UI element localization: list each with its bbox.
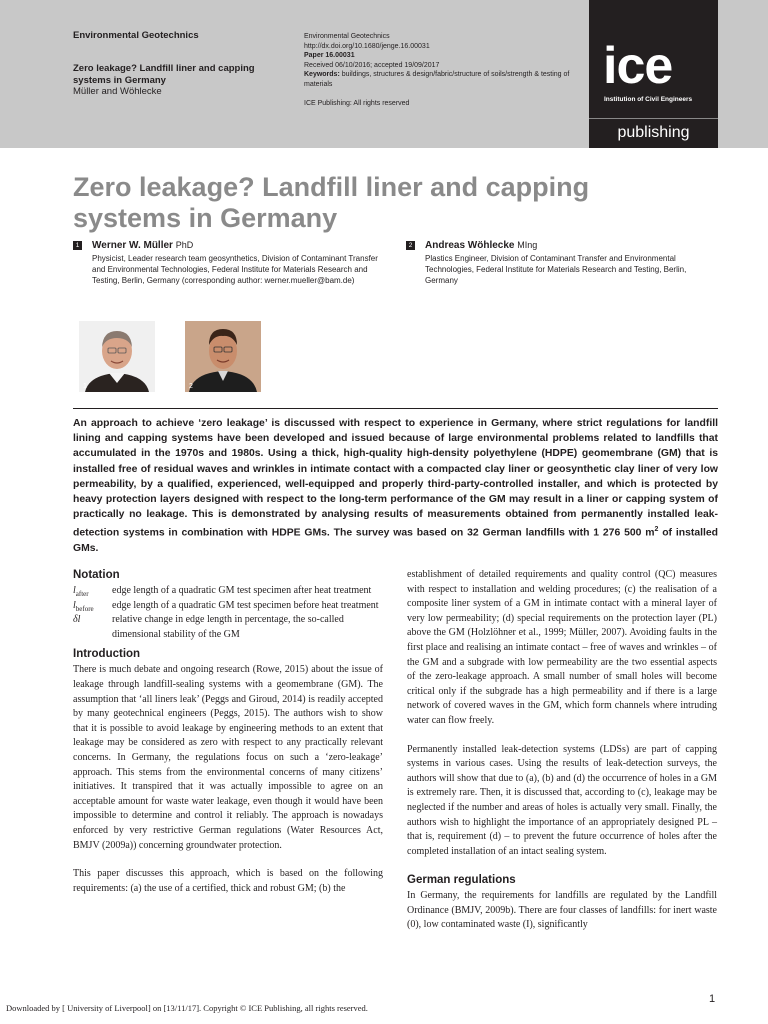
author-affiliation: Plastics Engineer, Division of Contaminant Transfer and Environmental Technologies, Federal Institute for Materials Research and Testing, Berlin, Germany — [425, 254, 687, 285]
running-authors: Müller and Wöhlecke — [73, 86, 162, 97]
article-title-line-2: systems in Germany — [73, 203, 338, 233]
keywords-label: Keywords: — [304, 71, 340, 79]
notation-row — [73, 613, 383, 642]
left-column — [73, 568, 383, 896]
notation-definition: edge length of a quadratic GM test specimen before heat treatment — [112, 599, 379, 611]
logo-institution-text: Institution of Civil Engineers — [604, 96, 693, 103]
notation-definition: relative change in edge length in percentage, the so-called dimensional stability of the GM — [112, 614, 344, 640]
notation-row — [73, 599, 383, 614]
abstract-superscript: 2 — [654, 526, 659, 534]
ice-publishing-logo — [589, 0, 718, 148]
author-name-text: Werner W. Müller — [92, 240, 173, 251]
journal-header-band — [0, 0, 768, 148]
journal-name: Environmental Geotechnics — [73, 30, 199, 41]
symbol-base: l — [73, 585, 76, 596]
meta-doi-link[interactable]: http://dx.doi.org/10.1680/jenge.16.00031 — [304, 42, 430, 50]
author-degree: PhD — [175, 240, 194, 250]
article-metadata — [304, 32, 574, 108]
right-column — [407, 568, 717, 933]
download-footer: Downloaded by [ University of Liverpool] on [13/11/17]. Copyright © ICE Publishing, all rights reserved. — [6, 1003, 368, 1013]
author-name — [92, 240, 193, 251]
meta-dates: Received 06/10/2016; accepted 19/09/2017 — [304, 61, 440, 69]
section-divider — [73, 408, 718, 409]
right-paragraph-3: In Germany, the requirements for landfills are regulated by the Landfill Ordinance (BMJV, 2009b). There are four classes of landfills: for inert waste (0), low contaminated waste (I), significantly — [407, 890, 717, 931]
header-left-block — [73, 30, 283, 98]
photo-number: 1 — [83, 383, 87, 390]
abstract-text: An approach to achieve ‘zero leakage’ is discussed with respect to experience in Germany, where strict regulations for landfill lining and capping systems have been developed and issued because of large environmental problems related to landfills that accumulated in the 1970s and 1980s. Using a thick, high-quality high-density polyethylene (HDPE) geomembrane (GM) that is installed free of residual waves and wrinkles in intimate contact with a compacted clay liner or geosynthetic clay liner of very low permeability, by a qualified, experienced, well-equipped and properly third-party-controlled installer, and which is protected by heavy protection layers designed with respect to the long-term performance of the GM may result in a liner or capping system of practically no leakage. This is demonstrated by analysing results of measurements obtained from permanently installed leak-detection systems in combination with HDPE GMs. The survey was based on 32 German landfills with 1 276 500 m — [73, 418, 718, 539]
abstract-end: of installed GMs. — [73, 527, 718, 555]
introduction-paragraph-1: There is much debate and ongoing research (Rowe, 2015) about the issue of leakage through landfill-sealing systems with a geomembrane (GM). The assumption that ‘all liners leak’ (Peggs and Giroud, 2014) is readily accepted by many geotechnical engineers (Peggs, 2015). The authors wish to show that it is possible to avoid leakage by engineering methods to an extent that leakage may be considered as zero with respect to any practically relevant concerns. In Germany, the regulations focus on such a ‘zero-leakage’ approach. This stems from the environmental concerns of many citizens’ initiatives. It transpired that it was actually impossible to agree on an acceptable amount for waste water leakage, even though it would have been impossible to determine and control it reliably. The approach is nowadays enforced by very restrictive German regulations (Water Resources Act, BMJV (2009a)) concerning groundwater protection. — [73, 664, 383, 851]
meta-paper-number: Paper 16.00031 — [304, 52, 355, 60]
portrait-illustration — [79, 321, 155, 392]
author-photo-2 — [185, 321, 261, 392]
symbol-base: l — [73, 599, 76, 611]
notation-definition: edge length of a quadratic GM test specimen after heat treatment — [112, 585, 372, 596]
author-number-badge: 1 — [73, 241, 82, 250]
author-photo-1 — [79, 321, 155, 392]
author-name — [425, 240, 537, 251]
introduction-paragraph-2: This paper discusses this approach, which is based on the following requirements: (a) the use of a certified, thick and robust GM; (b) the — [73, 868, 383, 894]
photo-number: 2 — [189, 383, 193, 390]
notation-heading: Notation — [73, 569, 120, 581]
author-number-badge: 2 — [406, 241, 415, 250]
symbol-subscript: after — [75, 590, 89, 598]
german-regulations-heading: German regulations — [407, 874, 516, 887]
right-paragraph-2: Permanently installed leak-detection systems (LDSs) are part of capping systems in various cases. Using the results of leak-detection surveys, the authors will show that due to (a), (b) and (d) the occurrence of holes in a GM is extremely rare. Then, it is discussed that, according to (c), leakage may be neglected if the number and areas of holes is actually very small. Finally, the authors wish to highlight the importance of an appropriately designed PL – that is, requirement (d) – to prevent the future occurrence of holes after the completed installation of an intact sealing system. — [407, 743, 717, 857]
logo-publishing-text: publishing — [617, 124, 690, 141]
author-name-text: Andreas Wöhlecke — [425, 240, 515, 251]
ice-logo-mark: ice — [603, 37, 673, 95]
author-affiliation: Physicist, Leader research team geosynthetics, Division of Contaminant Transfer and Environmental Technologies, Federal Institute for Materials Research and Testing, Berlin, Germany (corresponding author: werner.mueller@bam.de) — [92, 254, 378, 285]
article-title — [73, 172, 693, 234]
running-title: Zero leakage? Landfill liner and capping systems in Germany — [73, 63, 255, 86]
notation-symbol: δl — [73, 614, 81, 626]
article-title-line-1: Zero leakage? Landfill liner and capping — [73, 172, 590, 202]
author-block-2 — [406, 240, 718, 290]
author-degree: MIng — [517, 240, 538, 250]
author-block-1 — [73, 240, 393, 310]
notation-row — [73, 584, 383, 599]
keywords-value: buildings, structures & design/fabric/structure of soils/strength & testing of materials — [304, 71, 570, 88]
meta-keywords — [304, 70, 574, 89]
right-paragraph-1: establishment of detailed requirements and quality control (QC) measures with respect to installation and welding procedures; (c) the realisation of a composite liner system of a GM in intimate contact with a mineral layer of very low permeability; (d) special requirements on the protection layer (PL) above the GM (Holzlöhner et al., 1999; Müller, 2007). Avoiding faults in the first place and realising an intimate contact – free of waves and wrinkles – of the GM and a subgrade with low permeability are the two essential aspects of the zero-leakage approach. A small number of small holes will become critical only if the subgrade has a high permeability and if there is a large network of covered waves in the GM, which form channels where intruding water can flow freely. — [407, 569, 717, 726]
page-number: 1 — [709, 993, 716, 1005]
introduction-heading: Introduction — [73, 648, 141, 661]
meta-rights: ICE Publishing: All rights reserved — [304, 99, 410, 107]
meta-journal: Environmental Geotechnics — [304, 33, 390, 40]
logo-divider — [589, 118, 718, 119]
symbol-subscript: before — [75, 604, 94, 613]
abstract — [73, 416, 718, 556]
portrait-illustration — [185, 321, 261, 392]
